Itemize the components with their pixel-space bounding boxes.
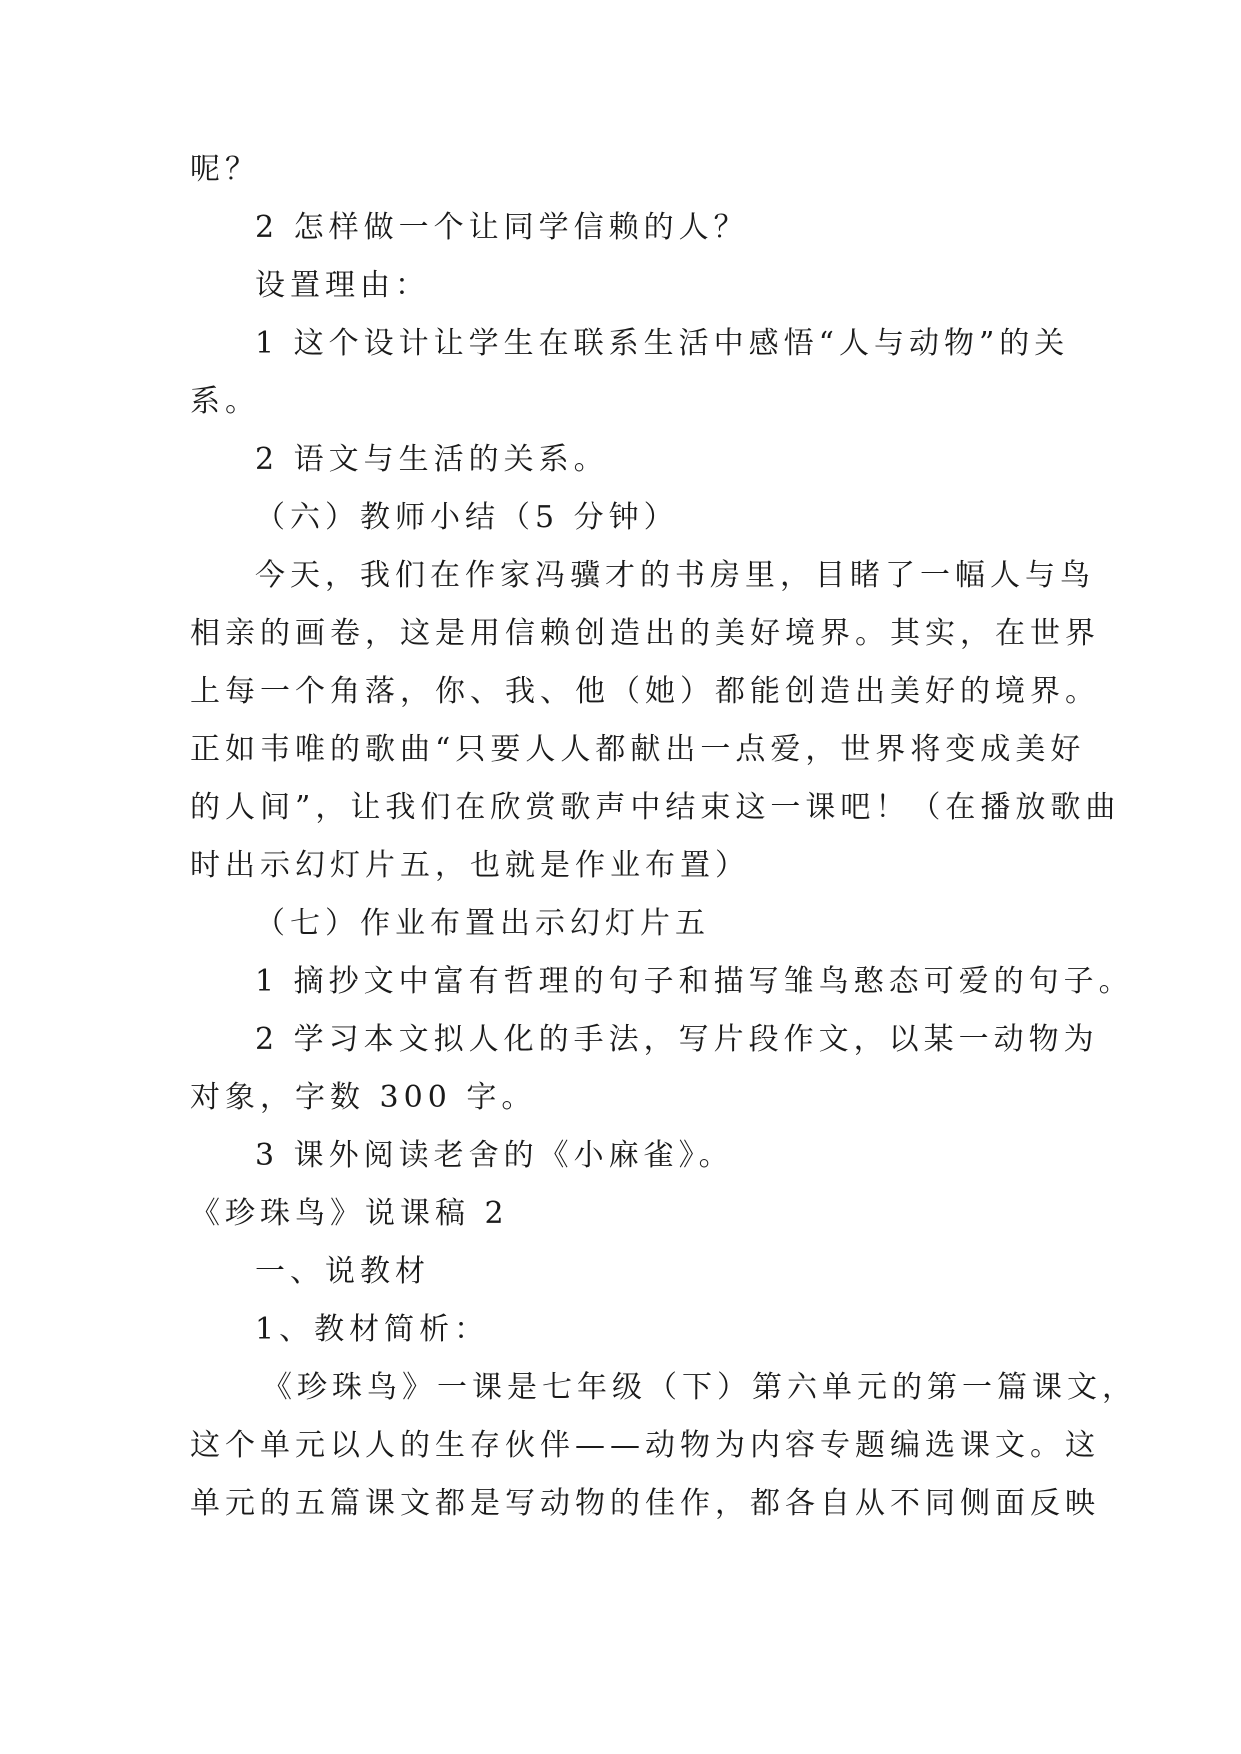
text-line: 2 学习本文拟人化的手法，写片段作文，以某一动物为 [255, 1022, 1099, 1057]
text-line: 今天，我们在作家冯骥才的书房里，目睹了一幅人与鸟 [255, 558, 1095, 593]
text-line: 《珍珠鸟》一课是七年级（下）第六单元的第一篇课文， [262, 1370, 1137, 1405]
subsection-heading: 1、教材简析： [255, 1312, 490, 1347]
document-title: 《珍珠鸟》说课稿 2 [190, 1196, 509, 1231]
text-line: 设置理由： [255, 268, 430, 303]
text-line: 系。 [190, 384, 260, 419]
text-line: 单元的五篇课文都是写动物的佳作，都各自从不同侧面反映 [190, 1486, 1100, 1521]
section-heading: （六）教师小结（5 分钟） [255, 500, 679, 535]
text-line: 2 怎样做一个让同学信赖的人？ [255, 210, 749, 245]
text-line: 2 语文与生活的关系。 [255, 442, 609, 477]
text-line: 这个单元以人的生存伙伴——动物为内容专题编选课文。这 [190, 1428, 1100, 1463]
text-line: 时出示幻灯片五，也就是作业布置） [190, 848, 750, 883]
section-heading: （七）作业布置出示幻灯片五 [255, 906, 710, 941]
text-line: 的人间”，让我们在欣赏歌声中结束这一课吧！（在播放歌曲 [190, 790, 1121, 825]
text-line: 1 摘抄文中富有哲理的句子和描写雏鸟憨态可爱的句子。 [255, 964, 1134, 999]
section-heading: 一、说教材 [255, 1254, 430, 1289]
text-line: 正如韦唯的歌曲“只要人人都献出一点爱，世界将变成美好 [190, 732, 1086, 767]
text-line: 3 课外阅读老舍的《小麻雀》。 [255, 1138, 734, 1173]
text-line: 呢？ [190, 152, 260, 187]
text-line: 对象，字数 300 字。 [190, 1080, 537, 1115]
text-line: 相亲的画卷，这是用信赖创造出的美好境界。其实，在世界 [190, 616, 1100, 651]
text-line: 1 这个设计让学生在联系生活中感悟“人与动物”的关 [255, 326, 1070, 361]
text-line: 上每一个角落，你、我、他（她）都能创造出美好的境界。 [190, 674, 1100, 709]
